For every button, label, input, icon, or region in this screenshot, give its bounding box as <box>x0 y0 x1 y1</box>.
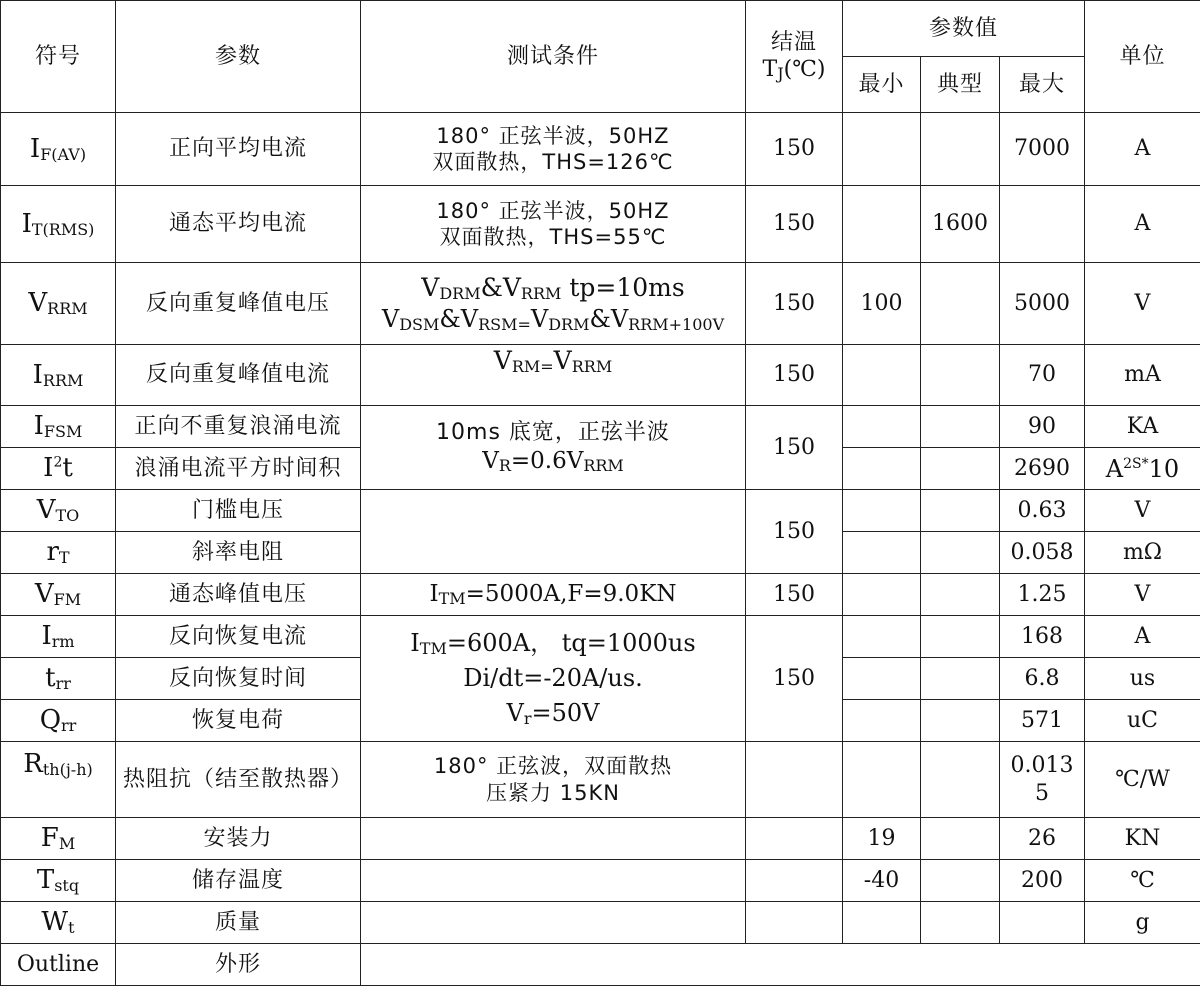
typ-cell <box>921 406 1000 448</box>
symbol-cell: $T_{stq}$ <box>1 860 116 902</box>
header-min: 最小 <box>843 57 921 113</box>
parameter-cell: 储存温度 <box>116 860 361 902</box>
tj-cell: 150 <box>746 406 843 490</box>
condition-cell <box>361 818 746 860</box>
condition-cell <box>361 902 746 944</box>
tj-cell: 150 <box>746 574 843 616</box>
table-row <box>1 944 1200 986</box>
table-row <box>1 860 1200 902</box>
max-cell: 0.63 <box>1000 490 1085 532</box>
header-symbol: 符号 <box>1 1 116 113</box>
typ-cell <box>921 616 1000 658</box>
typ-cell <box>921 658 1000 700</box>
condition-cell: 180° 正弦波，双面散热 压紧力 15KN <box>361 742 746 818</box>
table-row <box>1 406 1200 448</box>
symbol-cell: $I^2t$ <box>1 448 116 490</box>
symbol-cell: Outline <box>1 944 116 986</box>
table-row <box>1 113 1200 186</box>
symbol-cell: $W_t$ <box>1 902 116 944</box>
min-cell: 19 <box>843 818 921 860</box>
min-cell <box>843 406 921 448</box>
min-cell: 100 <box>843 263 921 345</box>
table-row <box>1 186 1200 263</box>
unit-cell: g <box>1085 902 1200 944</box>
table-row <box>1 818 1200 860</box>
unit-cell: A <box>1085 616 1200 658</box>
header-tj-symbol: $T_J(℃)$ <box>748 56 840 84</box>
typ-cell <box>921 574 1000 616</box>
symbol-cell: $I_{RRM}$ <box>1 345 116 406</box>
header-unit: 单位 <box>1085 1 1200 113</box>
symbol-cell: $F_M$ <box>1 818 116 860</box>
typ-cell <box>921 532 1000 574</box>
condition-cell <box>361 860 746 902</box>
header-condition: 测试条件 <box>361 1 746 113</box>
typ-cell <box>921 113 1000 186</box>
parameter-cell: 通态平均电流 <box>116 186 361 263</box>
table-row <box>1 742 1200 818</box>
min-cell <box>843 186 921 263</box>
typ-cell <box>921 490 1000 532</box>
max-cell: 2690 <box>1000 448 1085 490</box>
tj-cell <box>746 860 843 902</box>
tj-cell: 150 <box>746 263 843 345</box>
unit-cell: A <box>1085 113 1200 186</box>
typ-cell <box>921 818 1000 860</box>
unit-cell: ℃/W <box>1085 742 1200 818</box>
outline-cell <box>361 944 1200 986</box>
unit-cell: V <box>1085 490 1200 532</box>
tj-cell <box>746 742 843 818</box>
parameter-cell: 恢复电荷 <box>116 700 361 742</box>
unit-cell: KA <box>1085 406 1200 448</box>
parameter-cell: 反向恢复电流 <box>116 616 361 658</box>
symbol-cell: $t_{rr}$ <box>1 658 116 700</box>
min-cell <box>843 616 921 658</box>
tj-cell: 150 <box>746 345 843 406</box>
unit-cell: ℃ <box>1085 860 1200 902</box>
parameter-cell: 反向恢复时间 <box>116 658 361 700</box>
header-parameter: 参数 <box>116 1 361 113</box>
symbol-cell: $V_{RRM}$ <box>1 263 116 345</box>
tj-cell <box>746 818 843 860</box>
max-cell <box>1000 186 1085 263</box>
typ-cell <box>921 263 1000 345</box>
unit-cell: V <box>1085 574 1200 616</box>
condition-cell: 10ms 底宽，正弦半波 $V_R=0.6V_{RRM}$ <box>361 406 746 490</box>
min-cell <box>843 448 921 490</box>
parameter-cell: 门槛电压 <box>116 490 361 532</box>
condition-cell <box>361 490 746 574</box>
table-row <box>1 490 1200 532</box>
unit-cell: $A^{2S*}10$ <box>1085 448 1200 490</box>
max-cell: 168 <box>1000 616 1085 658</box>
max-cell: 6.8 <box>1000 658 1085 700</box>
max-cell: 90 <box>1000 406 1085 448</box>
condition-cell: $V_{DRM}\&V_{RRM}$ tp=10ms $V_{DSM}\&V_{RSM=}V_{DRM}\&V_{RRM+100V}$ <box>361 263 746 345</box>
parameter-cell: 正向不重复浪涌电流 <box>116 406 361 448</box>
table-row <box>1 345 1200 406</box>
table-row <box>1 574 1200 616</box>
min-cell <box>843 490 921 532</box>
symbol-cell: $I_{F(AV)}$ <box>1 113 116 186</box>
header-max: 最大 <box>1000 57 1085 113</box>
tj-cell: 150 <box>746 616 843 742</box>
symbol-cell: $V_{TO}$ <box>1 490 116 532</box>
tj-cell: 150 <box>746 113 843 186</box>
max-cell: 5000 <box>1000 263 1085 345</box>
unit-cell: us <box>1085 658 1200 700</box>
symbol-cell: $V_{FM}$ <box>1 574 116 616</box>
typ-cell: 1600 <box>921 186 1000 263</box>
max-cell: 1.25 <box>1000 574 1085 616</box>
parameter-cell: 质量 <box>116 902 361 944</box>
unit-cell: mA <box>1085 345 1200 406</box>
symbol-cell: $Q_{rr}$ <box>1 700 116 742</box>
typ-cell <box>921 902 1000 944</box>
header-tj-label: 结温 <box>748 29 840 57</box>
typ-cell <box>921 860 1000 902</box>
parameter-cell: 反向重复峰值电流 <box>116 345 361 406</box>
parameter-cell: 外形 <box>116 944 361 986</box>
table-row <box>1 263 1200 345</box>
unit-cell: mΩ <box>1085 532 1200 574</box>
tj-cell: 150 <box>746 490 843 574</box>
unit-cell: V <box>1085 263 1200 345</box>
min-cell <box>843 113 921 186</box>
header-tj <box>746 1 843 113</box>
parameter-cell: 安装力 <box>116 818 361 860</box>
min-cell <box>843 532 921 574</box>
max-cell: 571 <box>1000 700 1085 742</box>
min-cell <box>843 658 921 700</box>
symbol-cell: $I_{FSM}$ <box>1 406 116 448</box>
max-cell <box>1000 902 1085 944</box>
typ-cell <box>921 448 1000 490</box>
min-cell <box>843 700 921 742</box>
max-cell: 26 <box>1000 818 1085 860</box>
condition-cell: 180° 正弦半波，50HZ 双面散热，THS=126℃ <box>361 113 746 186</box>
tj-cell <box>746 902 843 944</box>
parameter-cell: 通态峰值电压 <box>116 574 361 616</box>
parameter-cell: 热阻抗（结至散热器） <box>116 742 361 818</box>
typ-cell <box>921 700 1000 742</box>
min-cell: -40 <box>843 860 921 902</box>
table-row <box>1 902 1200 944</box>
min-cell <box>843 742 921 818</box>
max-cell: 0.013 5 <box>1000 742 1085 818</box>
parameter-cell: 反向重复峰值电压 <box>116 263 361 345</box>
symbol-cell: $I_{T(RMS)}$ <box>1 186 116 263</box>
symbol-cell: $r_T$ <box>1 532 116 574</box>
min-cell <box>843 345 921 406</box>
typ-cell <box>921 345 1000 406</box>
parameter-cell: 浪涌电流平方时间积 <box>116 448 361 490</box>
condition-cell: $V_{RM=}V_{RRM}$ <box>361 345 746 406</box>
max-cell: 200 <box>1000 860 1085 902</box>
parameter-cell: 正向平均电流 <box>116 113 361 186</box>
unit-cell: KN <box>1085 818 1200 860</box>
typ-cell <box>921 742 1000 818</box>
symbol-cell: $R_{th(j-h)}$ <box>1 742 116 818</box>
condition-cell: $I_{TM}=5000A,F=9.0KN$ <box>361 574 746 616</box>
max-cell: 0.058 <box>1000 532 1085 574</box>
unit-cell: uC <box>1085 700 1200 742</box>
unit-cell: A <box>1085 186 1200 263</box>
max-cell: 70 <box>1000 345 1085 406</box>
tj-cell: 150 <box>746 186 843 263</box>
condition-cell: $I_{TM}=600A$， tq=1000us Di/dt=-20A/us. $V_r=50V$ <box>361 616 746 742</box>
symbol-cell: $I_{rm}$ <box>1 616 116 658</box>
max-cell: 7000 <box>1000 113 1085 186</box>
min-cell <box>843 574 921 616</box>
parameter-cell: 斜率电阻 <box>116 532 361 574</box>
condition-cell: 180° 正弦半波，50HZ 双面散热，THS=55℃ <box>361 186 746 263</box>
table-row <box>1 616 1200 658</box>
min-cell <box>843 902 921 944</box>
header-values: 参数值 <box>843 1 1085 57</box>
header-typ: 典型 <box>921 57 1000 113</box>
